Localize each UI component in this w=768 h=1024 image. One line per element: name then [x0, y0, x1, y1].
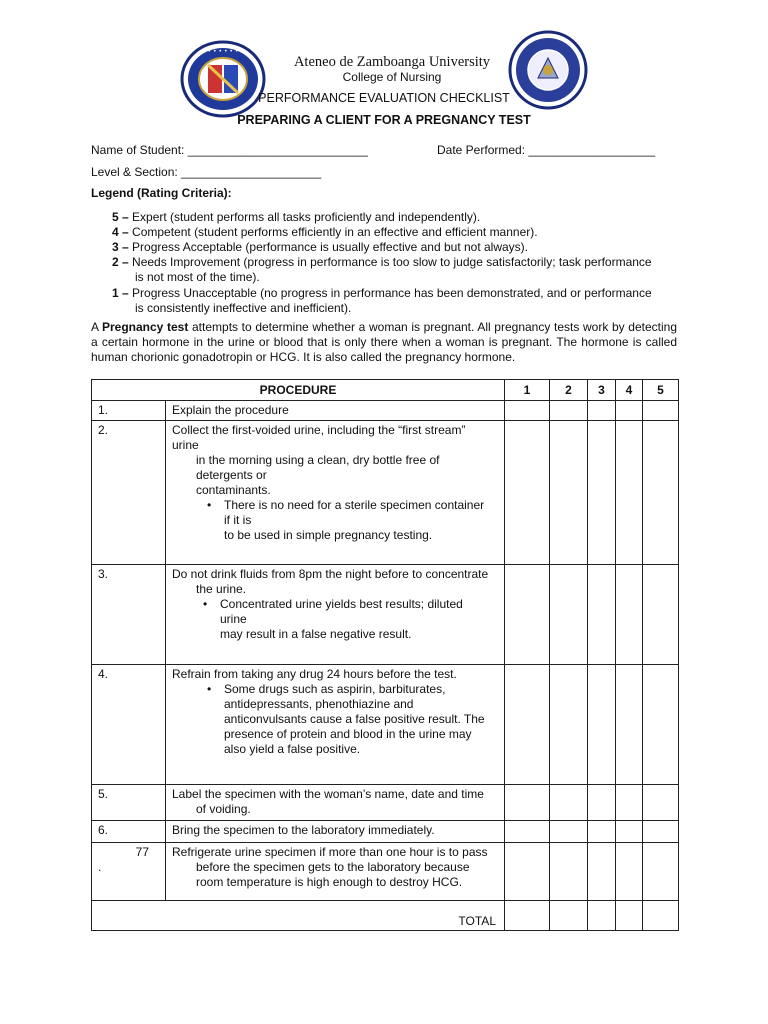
university-name: Ateneo de Zamboanga University [293, 54, 491, 70]
rating-cell[interactable] [550, 565, 588, 665]
header-rating-4: 4 [616, 380, 643, 401]
rating-cell[interactable] [550, 401, 588, 421]
header-rating-5: 5 [643, 380, 679, 401]
header-procedure: PROCEDURE [92, 380, 505, 401]
table-header-row [92, 380, 679, 401]
rating-cell[interactable] [505, 421, 550, 565]
rating-cell[interactable] [588, 401, 616, 421]
bullet-item: • Concentrated urine yields best results; diluted urine may result in a false negative result. [220, 597, 500, 642]
total-row [92, 901, 679, 931]
step-number: 1. [92, 401, 166, 421]
step-number: 4. [92, 665, 166, 785]
rating-cell[interactable] [616, 821, 643, 843]
rating-cell[interactable] [643, 843, 679, 901]
step-number: 77 . [92, 843, 166, 901]
level-section-field[interactable]: Level & Section: _____________________ [91, 165, 322, 179]
step-number: 6. [92, 821, 166, 843]
step-number: 3. [92, 565, 166, 665]
rating-cell[interactable] [550, 665, 588, 785]
rating-cell[interactable] [505, 565, 550, 665]
legend-title: Legend (Rating Criteria): [91, 186, 232, 200]
college-name: College of Nursing [342, 70, 442, 84]
rating-cell[interactable] [616, 665, 643, 785]
rating-cell[interactable] [505, 821, 550, 843]
rating-cell[interactable] [550, 821, 588, 843]
legend-item-4: 4 – Competent (student performs efficiently in an effective and efficient manner). [112, 225, 538, 239]
intro-paragraph: A Pregnancy test attempts to determine whether a woman is pregnant. All pregnancy tests work by detecting a certain hormone in the urine or blood that is only there when a woman is pregnant. The hormone is called human chorionic gonadotropin or HCG. It is also called the pregnancy hormone. [91, 320, 677, 364]
rating-cell[interactable] [616, 401, 643, 421]
table-row [92, 665, 679, 785]
rating-cell[interactable] [643, 821, 679, 843]
legend-item-3: 3 – Progress Acceptable (performance is usually effective and but not always). [112, 240, 529, 254]
checklist-label: PERFORMANCE EVALUATION CHECKLIST [258, 91, 510, 105]
pregnancy-test-term: Pregnancy test [102, 320, 189, 334]
header-rating-3: 3 [588, 380, 616, 401]
step-text: Bring the specimen to the laboratory immediately. [166, 821, 505, 843]
table-row [92, 421, 679, 565]
rating-cell[interactable] [588, 785, 616, 821]
rating-cell[interactable] [616, 421, 643, 565]
rating-cell[interactable] [588, 665, 616, 785]
total-cell[interactable] [550, 901, 588, 931]
rating-cell[interactable] [643, 401, 679, 421]
total-cell[interactable] [505, 901, 550, 931]
table-row [92, 821, 679, 843]
rating-cell[interactable] [550, 843, 588, 901]
rating-cell[interactable] [505, 401, 550, 421]
date-performed-field[interactable]: Date Performed: ___________________ [437, 143, 656, 157]
rating-cell[interactable] [588, 843, 616, 901]
rating-cell[interactable] [616, 843, 643, 901]
rating-cell[interactable] [550, 785, 588, 821]
legend-item-5: 5 – Expert (student performs all tasks proficiently and independently). [112, 210, 481, 224]
rating-cell[interactable] [505, 665, 550, 785]
table-row [92, 401, 679, 421]
step-text: Do not drink fluids from 8pm the night before to concentrate the urine. • Concentrated urine yields best results; diluted urine may result in a false negative result. [166, 565, 505, 665]
header-rating-2: 2 [550, 380, 588, 401]
step-number: 5. [92, 785, 166, 821]
total-cell[interactable] [588, 901, 616, 931]
svg-text:• • • • • •: • • • • • • [207, 48, 239, 55]
table-row [92, 565, 679, 665]
bullet-item: • Some drugs such as aspirin, barbiturates, antidepressants, phenothiazine and anticonvulsants cause a false positive result. The presence of protein and blood in the urine may also yield a false positive. [224, 682, 500, 757]
header-rating-1: 1 [505, 380, 550, 401]
step-text: Refrain from taking any drug 24 hours before the test. • Some drugs such as aspirin, barbiturates, antidepressants, phenothiazine and anticonvulsants cause a false positive result. The presence of protein and blood in the urine may also yield a false positive. [166, 665, 505, 785]
rating-cell[interactable] [505, 785, 550, 821]
rating-cell[interactable] [588, 565, 616, 665]
step-text: Collect the first-voided urine, including the “first stream” urine in the morning using a clean, dry bottle free of detergents or contaminants. • There is no need for a sterile specimen container if it is to be used in simple pregnancy testing. [166, 421, 505, 565]
legend-item-1: 1 – Progress Unacceptable (no progress in performance has been demonstrated, and or performance is consistently ineffective and inefficient). [112, 286, 652, 315]
total-cell[interactable] [643, 901, 679, 931]
step-text: Label the specimen with the woman’s name, date and time of voiding. [166, 785, 505, 821]
document-title: PREPARING A CLIENT FOR A PREGNANCY TEST [237, 113, 531, 127]
total-label: TOTAL [92, 901, 505, 931]
step-number: 2. [92, 421, 166, 565]
rating-cell[interactable] [616, 565, 643, 665]
rating-cell[interactable] [643, 565, 679, 665]
procedure-table [91, 379, 679, 931]
legend-item-2: 2 – Needs Improvement (progress in performance is too slow to judge satisfactorily; task performance is not most of the time). [112, 255, 652, 284]
university-seal [180, 40, 266, 118]
rating-cell[interactable] [550, 421, 588, 565]
student-name-field[interactable]: Name of Student: ___________________________ [91, 143, 368, 157]
rating-cell[interactable] [588, 821, 616, 843]
total-cell[interactable] [616, 901, 643, 931]
rating-cell[interactable] [643, 785, 679, 821]
bullet-item: • There is no need for a sterile specimen container if it is to be used in simple pregnancy testing. [224, 498, 500, 543]
step-text: Refrigerate urine specimen if more than one hour is to pass before the specimen gets to the laboratory because room temperature is high enough to destroy HCG. [166, 843, 505, 901]
table-row [92, 785, 679, 821]
rating-cell[interactable] [616, 785, 643, 821]
rating-cell[interactable] [643, 421, 679, 565]
table-row [92, 843, 679, 901]
step-text: Explain the procedure [166, 401, 505, 421]
rating-cell[interactable] [588, 421, 616, 565]
rating-cell[interactable] [505, 843, 550, 901]
rating-cell[interactable] [643, 665, 679, 785]
